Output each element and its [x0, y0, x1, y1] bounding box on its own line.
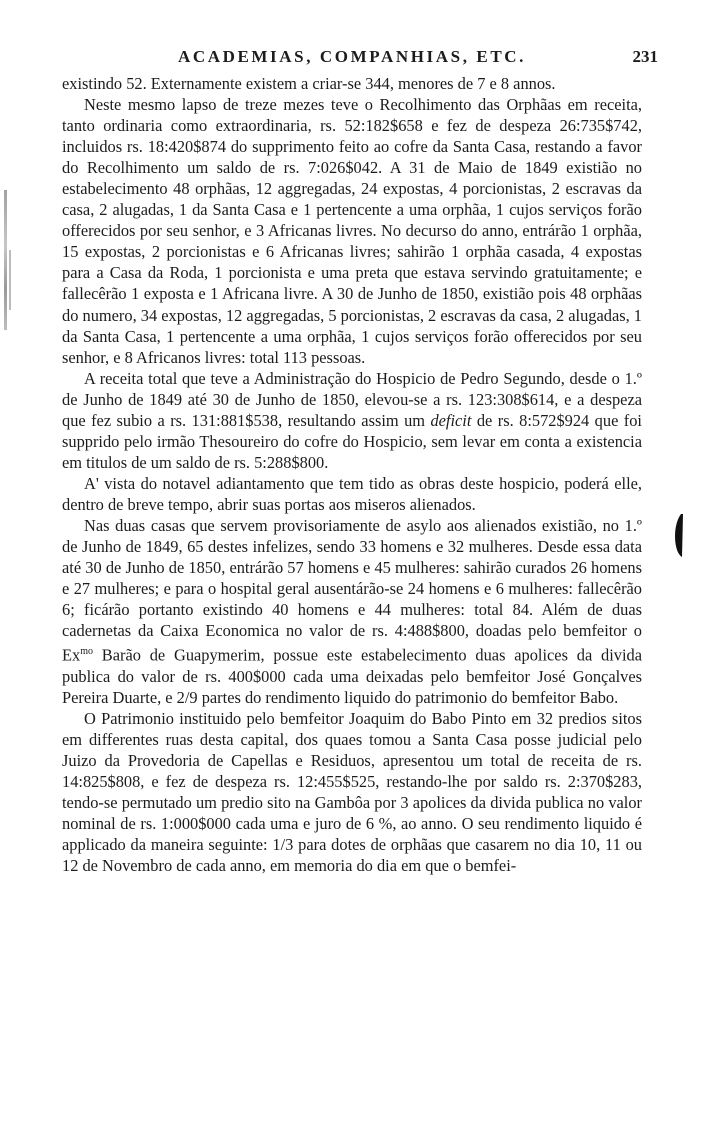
paragraph-3	[62, 368, 642, 473]
running-head: ACADEMIAS, COMPANHIAS, ETC.	[177, 47, 527, 66]
paragraph-3-part-1: A receita total que teve a Administração do Hospicio de Pedro Segundo, desde o 1.º de Junho de 1849 até 30 de Junho de 1850, elevou-se a rs. 123:308$614, e a despeza que fez subio a rs. 131:881$538, resultando assim um	[62, 368, 642, 430]
paragraph-5-part-1: Nas duas casas que servem provisoriamente de asylo aos alienados existião, no 1.º de Junho de 1849, 65 destes infelizes, sendo 33 homens e 32 mulheres. Desde essa data até 30 de Junho de 1850, entrárão 57 homens e 45 mulheres: sahirão curados 26 homens e 27 mulheres; e para o hospital geral ausentárão-se 24 homens e 6 mulheres: fallecêrão 6; ficárão portanto existindo 40 homens e 44 mulheres: total 84. Além de duas cadernetas da Caixa Economica no valor de rs. 4:488$800, doadas pelo bemfeitor o Ex	[62, 515, 642, 665]
page-header	[0, 44, 704, 70]
body-text	[62, 73, 642, 876]
honorific-superscript: mo	[80, 646, 93, 658]
margin-binding-mark-secondary	[9, 250, 11, 310]
deficit-term: deficit	[430, 410, 472, 430]
margin-ink-mark	[672, 512, 684, 558]
paragraph-6: O Patrimonio instituido pelo bemfeitor Joaquim do Babo Pinto em 32 predios sitos em differentes ruas desta capital, dos quaes tomou a Santa Casa posse judicial pelo Juizo da Provedoria de Capellas e Residuos, apresentou um total de receita de rs. 14:825$808, e fez de despeza rs. 12:455$525, restando-lhe por saldo rs. 2:370$283, tendo-se permutado um predio sito na Gambôa por 3 apolices da divida publica no valor nominal de rs. 1:000$000 cada uma e juro de 6 %, ao anno. O seu rendimento liquido é applicado da maneira seguinte: 1/3 para dotes de orphãas que casarem no dia 10, 11 ou 12 de Novembro de cada anno, em memoria do dia em que o bemfei-	[62, 708, 642, 876]
paragraph-1: existindo 52. Externamente existem a criar-se 344, menores de 7 e 8 annos.	[62, 74, 556, 93]
page-number: 231	[632, 47, 658, 66]
paragraph-5-part-2: Barão de Guapymerim, possue este estabelecimento duas apolices da divida publica do valor de rs. 400$000 cada uma deixadas pelo bemfeitor José Gonçalves Pereira Duarte, e 2/9 partes do rendimento liquido do patrimonio do bemfeitor Babo.	[62, 645, 642, 707]
paragraph-2: Neste mesmo lapso de treze mezes teve o Recolhimento das Orphãas em receita, tanto ordinaria como extraordinaria, rs. 52:182$658 e fez de despeza 26:735$742, incluidos rs. 18:420$874 do supprimento feito ao cofre da Santa Casa, restando a favor do Recolhimento um saldo de rs. 7:026$042. A 31 de Maio de 1849 existião no estabelecimento 48 orphãas, 12 aggregadas, 24 expostas, 4 porcionistas, 2 escravas da casa, 2 alugadas, 1 da Santa Casa e 1 pertencente a uma orphãa, 1 cujos serviços forão offerecidos por seu senhor, e 3 Africanas livres. No decurso do anno, entrárão 1 orphãa, 15 expostas, 2 porcionistas e 6 Africanas livres; sahirão 1 orphãa casada, 4 expostas para a Casa da Roda, 1 porcionista e uma preta que estava servindo gratuitamente; e fallecêrão 1 exposta e 1 Africana livre. A 30 de Junho de 1850, existião pois 48 orphãas do numero, 34 expostas, 12 aggregadas, 5 porcionistas, 2 escravas da casa, 2 alugadas, 1 da Santa Casa, 1 pertencente a uma orphãa, 1 cujos serviços forão offerecidos por seu senhor, e 8 Africanos livres: total 113 pessoas.	[62, 95, 642, 367]
margin-binding-mark	[4, 190, 7, 330]
paragraph-3-part-2: de rs. 8:572$924 que foi supprido pelo irmão Thesoureiro do cofre do Hospicio, sem levar em conta a existencia em titulos de um saldo de rs. 5:288$800.	[62, 410, 642, 472]
paragraph-5	[62, 515, 642, 708]
paragraph-4: A' vista do notavel adiantamento que tem tido as obras deste hospicio, poderá elle, dentro de breve tempo, abrir suas portas aos miseros alienados.	[62, 473, 642, 514]
